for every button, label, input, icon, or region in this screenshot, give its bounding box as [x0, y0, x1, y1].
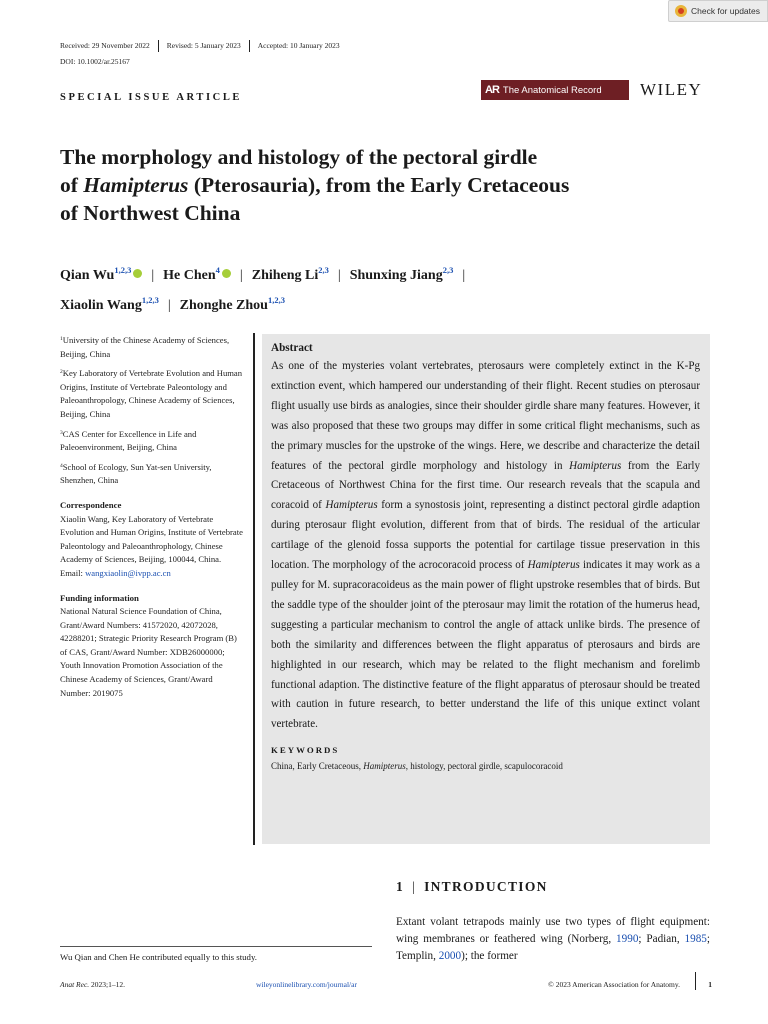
author-name[interactable]: He Chen: [163, 268, 216, 283]
article-dates: [60, 40, 348, 52]
citation-link[interactable]: 1990: [616, 933, 639, 945]
title-genus: Hamipterus: [83, 173, 189, 197]
article-title: [60, 143, 680, 227]
title-line-1: The morphology and histology of the pectoral girdle: [60, 145, 538, 169]
orcid-icon[interactable]: [133, 269, 142, 278]
page-number: 1: [708, 980, 712, 989]
author-line-2: Xiaolin Wang$^{1,2,3}$ | Zhonghe Zhou$^{1,2,3}$: [60, 295, 285, 313]
column-divider: [253, 333, 255, 845]
author-name[interactable]: Qian Wu: [60, 268, 115, 283]
accepted-date: Accepted: 10 January 2023: [249, 40, 348, 52]
footnote-rule: [60, 946, 372, 947]
funding-heading: Funding information: [60, 592, 139, 603]
abstract-body: As one of the mysteries volant vertebrates, pterosaurs were completely extinct in the K-Pg extinction event, which hampered our understanding of their flight. Recent studies on pterosaur flight usually use birds as analogies, since their shoulder girdle share many features. However, it was also proposed that these two groups may differ in some critical flight mechanisms, such as the primary muscles for the upstroke of the wings. Here, we describe and characterize the detail features of the pectoral girdle morphology and histology in Hamipterus from the Early Cretaceous of Northwest China for the first time. Our research reveals that the scapula and coracoid of Hamipterus form a synostosis joint, representing a distinct pectoral girdle adaption during pterosaur flight evolution, different from that of birds. The residual of the articular cartilage of the glenoid fossa supports the potential for cartilage tissue preservation in this location. The morphology of the acrocoracoid process of Hamipterus indicates it may work as a pulley for M. supracoracoideus as the main power of flight upstroke resembles that of birds. But the saddle type of the shoulder joint of the pterosaur may limit the rotation of the humerus head, suggesting a particular mechanism to control the angle of attack unlike birds. The presence of both the similarity and differences between the flight apparatus of pterosaurs and birds are highlighted in our research, which may be related to the flight mechanism and forelimb functional adaption. The distinctive feature of the flight apparatus of pterosaur should be treated with caution in future research, to better understand the life of this unique extinct volant vertebrate.: [271, 360, 701, 731]
page-footer: [60, 980, 712, 992]
correspondence-text: Xiaolin Wang, Key Laboratory of Vertebrate Evolution and Human Origins, Institute of Vertebrate Paleontology and Paleoanthrophology, Chinese Academy of Sciences, Beijing, 100044, China.: [60, 513, 243, 565]
citation-link[interactable]: 1985: [684, 933, 707, 945]
author-affiliation: 1,2,3: [114, 265, 132, 275]
check-for-updates-label: Check for updates: [691, 6, 760, 16]
affiliation-3: $^3$CAS Center for Excellence in Life and Paleoenvironment, Beijing, China: [60, 428, 197, 453]
orcid-icon[interactable]: [222, 269, 231, 278]
author-name[interactable]: Shunxing Jiang: [349, 268, 443, 283]
affiliation-1: $^1$University of the Chinese Academy of Sciences, Beijing, China: [60, 335, 230, 359]
introduction-heading: 1 | INTRODUCTION: [396, 879, 548, 894]
email-link[interactable]: wangxiaolin@ivpp.ac.cn: [85, 567, 171, 578]
doi: DOI: 10.1002/ar.25167: [60, 57, 130, 66]
funding-text: National Natural Science Foundation of China, Grant/Award Numbers: 41572020, 42072028, 42288201; Strategic Priority Research Program (B) of CAS, Grant/Award Number: XDB26000000; Youth Innovation Promotion Association of the Chinese Academy of Sciences, Grant/Award Number: 2019075: [60, 606, 237, 698]
crossmark-icon: [675, 5, 687, 17]
check-for-updates-button[interactable]: [668, 0, 768, 22]
publisher-logo[interactable]: WILEY: [640, 80, 703, 99]
correspondence-email: Email: wangxiaolin@ivpp.ac.cn: [60, 567, 171, 578]
author-name[interactable]: Xiaolin Wang: [60, 298, 142, 313]
journal-url-link[interactable]: wileyonlinelibrary.com/journal/ar: [256, 980, 357, 989]
affiliation-4: $^4$School of Ecology, Sun Yat-sen University, Shenzhen, China: [60, 461, 212, 486]
footer-divider: [695, 972, 697, 990]
affiliation-2: $^2$Key Laboratory of Vertebrate Evolution and Human Origins, Institute of Vertebrate Paleontology and Paleoanthropology, Chinese Academy of Sciences, Beijing, China: [60, 368, 243, 419]
introduction-text: Extant volant tetrapods mainly use two types of flight equipment: wing membranes or feathered wing (Norberg, 1990; Padian, 1985; Templin, 2000); the former: [396, 916, 710, 962]
footnote: Wu Qian and Chen He contributed equally to this study.: [60, 952, 257, 962]
revised-date: Revised: 5 January 2023: [158, 40, 249, 52]
copyright: © 2023 American Association for Anatomy.: [548, 980, 680, 989]
article-type: SPECIAL ISSUE ARTICLE: [60, 92, 243, 103]
author-affiliation: 2,3: [318, 265, 329, 275]
journal-badge[interactable]: [481, 80, 629, 100]
received-date: Received: 29 November 2022: [60, 41, 150, 50]
author-affiliation: 2,3: [442, 265, 454, 275]
citation: Anat Rec. 2023;1–12.: [60, 980, 125, 989]
title-line-2: of Hamipterus (Pterosauria), from the Early Cretaceous: [60, 173, 570, 197]
author-affiliation: 4: [215, 265, 220, 275]
abstract-heading: Abstract: [271, 342, 313, 354]
author-name[interactable]: Zhiheng Li: [251, 268, 319, 283]
title-line-3: of Northwest China: [60, 201, 241, 225]
keywords-heading: KEYWORDS: [271, 745, 340, 756]
correspondence-heading: Correspondence: [60, 499, 122, 510]
journal-logo-icon: AR: [485, 84, 499, 96]
keywords-list: China, Early Cretaceous, Hamipterus, histology, pectoral girdle, scapulocoracoid: [271, 761, 563, 772]
author-line-1: Qian Wu$^{1,2,3}$ | He Chen$^4$ | Zhiheng Li$^{2,3}$ | Shunxing Jiang$^{2,3}$ |: [60, 265, 466, 283]
author-list: [60, 258, 660, 318]
journal-name: The Anatomical Record: [502, 84, 602, 96]
author-name[interactable]: Zhonghe Zhou: [179, 298, 268, 313]
sidebar-info: [60, 333, 245, 700]
citation-link[interactable]: 2000: [438, 950, 462, 962]
author-affiliation: 1,2,3: [141, 295, 159, 305]
abstract-box: [262, 334, 710, 844]
author-affiliation: 1,2,3: [267, 295, 285, 305]
